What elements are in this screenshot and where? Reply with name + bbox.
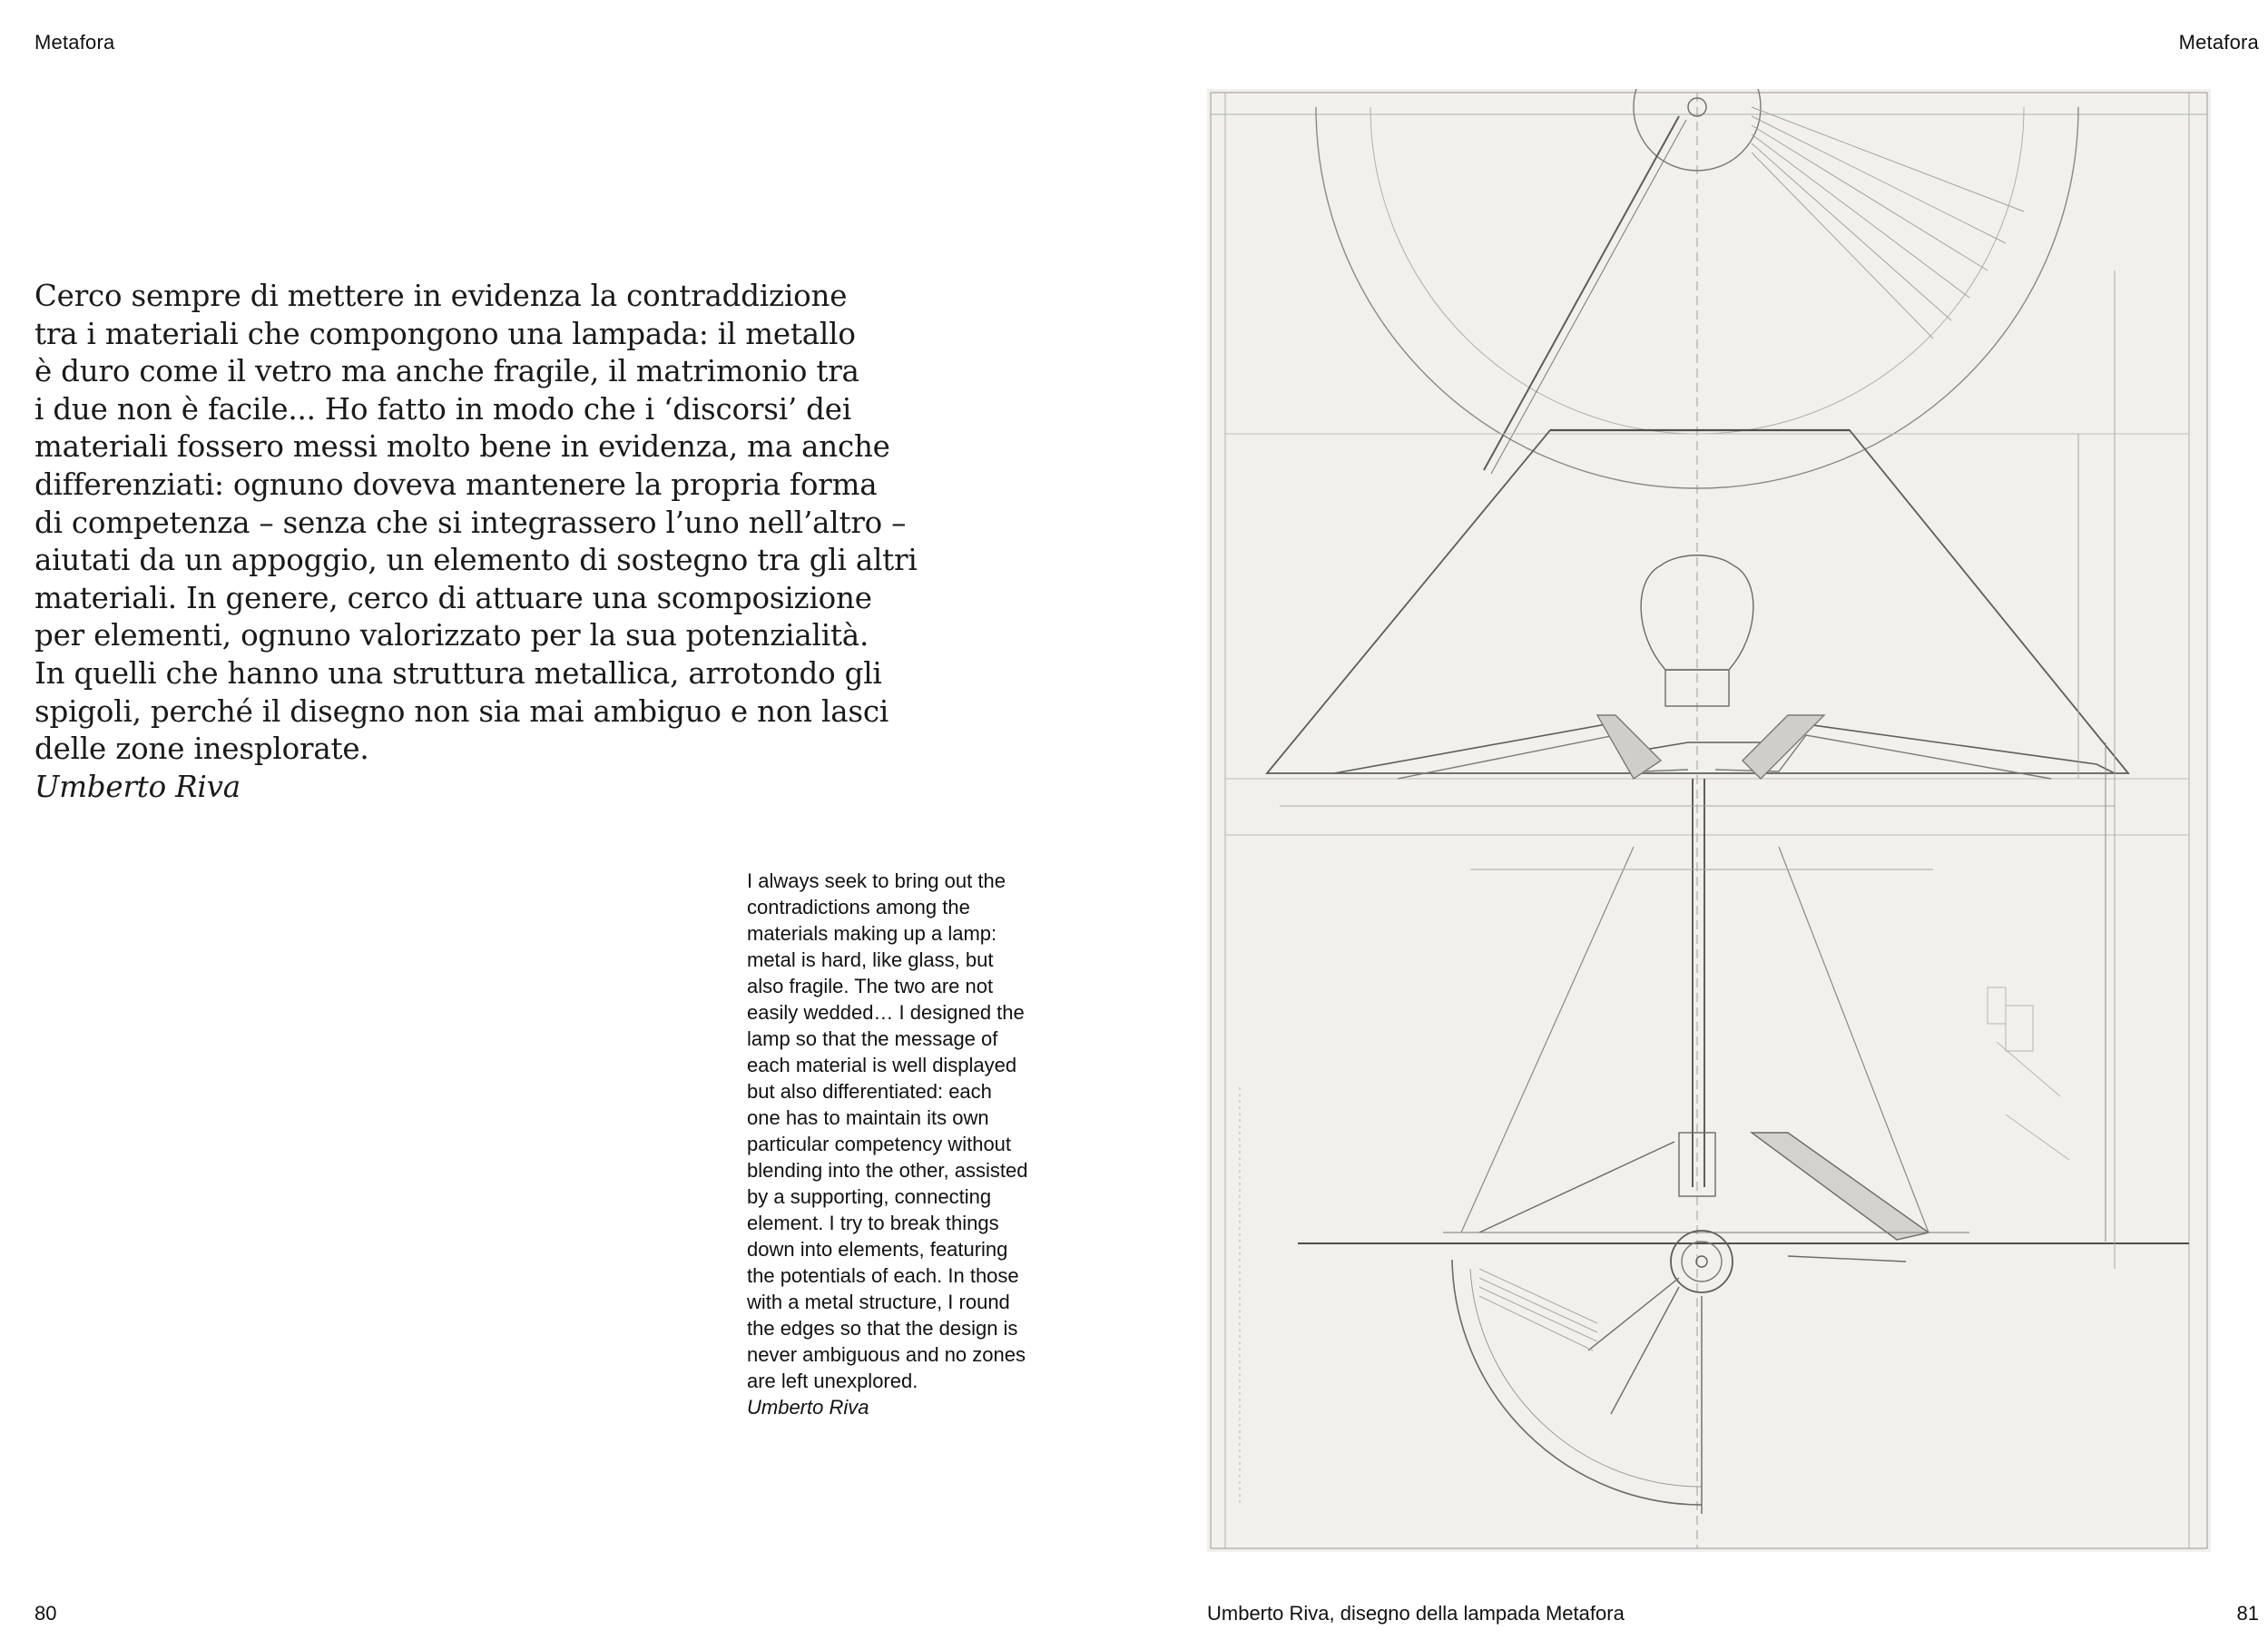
italian-quote-line: aiutati da un appoggio, un elemento di sostegno tra gli altri bbox=[34, 543, 918, 578]
english-quote-line: lamp so that the message of bbox=[747, 1027, 998, 1050]
english-quote-line: easily wedded… I designed the bbox=[747, 1001, 1025, 1024]
english-quote-line: I always seek to bring out the bbox=[747, 869, 1006, 892]
italian-quote-line: In quelli che hanno una struttura metallica, arrotondo gli bbox=[34, 655, 882, 691]
italian-quote-line: è duro come il vetro ma anche fragile, il matrimonio tra bbox=[34, 354, 859, 389]
english-quote-line: blending into the other, assisted bbox=[747, 1159, 1028, 1182]
right-page bbox=[1134, 0, 2268, 1650]
english-quote bbox=[747, 868, 1092, 1420]
italian-quote-line: i due non è facile... Ho fatto in modo che i ‘discorsi’ dei bbox=[34, 391, 852, 427]
english-quote-line: materials making up a lamp: bbox=[747, 922, 997, 945]
english-quote-line: also fragile. The two are not bbox=[747, 975, 994, 997]
lamp-drawing-svg bbox=[1207, 89, 2211, 1552]
english-quote-line: with a metal structure, I round bbox=[747, 1291, 1010, 1313]
italian-quote-line: differenziati: ognuno doveva mantenere la propria forma bbox=[34, 467, 878, 502]
page-number-right: 81 bbox=[2236, 1602, 2259, 1625]
english-quote-line: metal is hard, like glass, but bbox=[747, 948, 994, 971]
english-quote-line: the edges so that the design is bbox=[747, 1317, 1018, 1340]
english-quote-author: Umberto Riva bbox=[747, 1396, 869, 1419]
english-quote-line: each material is well displayed bbox=[747, 1054, 1017, 1076]
figure-caption: Umberto Riva, disegno della lampada Metafora bbox=[1207, 1602, 1625, 1625]
english-quote-line: but also differentiated: each bbox=[747, 1080, 992, 1103]
english-quote-line: down into elements, featuring bbox=[747, 1238, 1008, 1261]
italian-quote bbox=[34, 278, 942, 806]
italian-quote-line: delle zone inesplorate. bbox=[34, 732, 369, 767]
english-quote-line: contradictions among the bbox=[747, 896, 970, 918]
italian-quote-author: Umberto Riva bbox=[34, 769, 241, 804]
page-number-left: 80 bbox=[34, 1602, 57, 1625]
running-head-left: Metafora bbox=[34, 31, 115, 54]
italian-quote-line: spigoli, perché il disegno non sia mai ambiguo e non lasci bbox=[34, 693, 889, 729]
italian-quote-line: materiali fossero messi molto bene in evidenza, ma anche bbox=[34, 429, 890, 465]
english-quote-line: particular competency without bbox=[747, 1133, 1012, 1155]
english-quote-line: never ambiguous and no zones bbox=[747, 1343, 1026, 1366]
english-quote-line: element. I try to break things bbox=[747, 1212, 999, 1234]
italian-quote-line: tra i materiali che compongono una lampada: il metallo bbox=[34, 316, 856, 351]
running-head-right: Metafora bbox=[2178, 31, 2259, 54]
english-quote-line: the potentials of each. In those bbox=[747, 1264, 1019, 1287]
italian-quote-line: materiali. In genere, cerco di attuare una scomposizione bbox=[34, 580, 872, 615]
english-quote-line: are left unexplored. bbox=[747, 1370, 918, 1392]
italian-quote-line: per elementi, ognuno valorizzato per la sua potenzialità. bbox=[34, 618, 869, 653]
italian-quote-line: di competenza – senza che si integrassero l’uno nell’altro – bbox=[34, 505, 907, 540]
italian-quote-line: Cerco sempre di mettere in evidenza la contraddizione bbox=[34, 279, 848, 313]
english-quote-line: one has to maintain its own bbox=[747, 1106, 989, 1129]
english-quote-line: by a supporting, connecting bbox=[747, 1185, 992, 1208]
lamp-drawing bbox=[1207, 89, 2211, 1552]
